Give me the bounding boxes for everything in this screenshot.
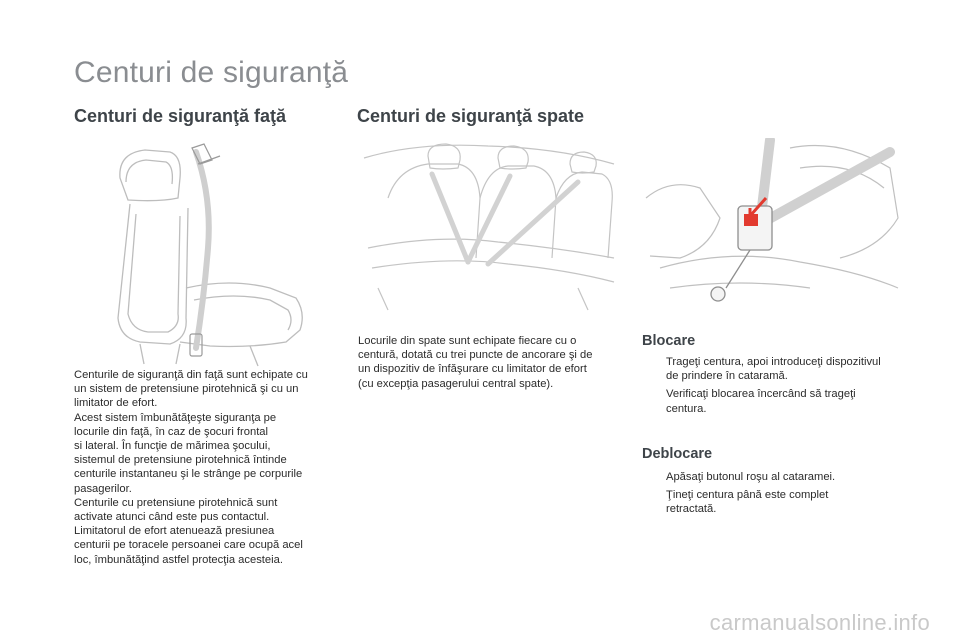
rear-seat-belts-illustration bbox=[358, 138, 620, 312]
list-item: Ţineţi centura până este complet retractată. bbox=[666, 489, 829, 516]
locking-heading: Blocare bbox=[642, 333, 696, 349]
locking-steps bbox=[642, 355, 922, 420]
watermark: carmanualsonline.info bbox=[709, 610, 930, 635]
list-item: Trageţi centura, apoi introduceţi dispozitivul de prindere în cataramă. bbox=[666, 356, 881, 383]
page-title: Centuri de siguranţă bbox=[74, 56, 349, 89]
front-belts-heading: Centuri de siguranţă faţă bbox=[74, 106, 287, 126]
list-item: Apăsaţi butonul roşu al cataramei. bbox=[666, 471, 836, 483]
unlocking-heading: Deblocare bbox=[642, 446, 713, 462]
front-belts-description: Centurile de siguranţă din faţă sunt echipate cu un sistem de pretensiune pirotehnică şi cu un limitator de efort. Acest sistem îmbunătăţeşte siguranţa pe locurile din faţă, în caz de şocuri frontal si lateral. În funcţie de mărimea şocului, sistemul de pretensiune pirotehnică întinde centurile instantaneu şi le strânge pe corpurile pasagerilor. Centurile cu pretensiune pirotehnică sunt activate atunci când este pus contactul. Limitatorul de efort atenuează presiunea centurii pe toracele persoanei care ocupă acel loc, îmbunătăţind astfel protecţia acesteia. bbox=[74, 369, 308, 566]
front-seat-belt-illustration bbox=[100, 138, 322, 370]
buckle-lock-illustration bbox=[640, 138, 902, 312]
rear-belts-heading: Centuri de siguranţă spate bbox=[357, 106, 585, 126]
unlocking-steps bbox=[642, 470, 922, 521]
rear-belts-description: Locurile din spate sunt echipate fiecare cu o centură, dotată cu trei puncte de ancorare şi de un dispozitiv de înfăşurare cu limitator de efort (cu excepţia pasagerului central spate). bbox=[358, 335, 593, 390]
list-item: Verificaţi blocarea încercând să trageţi centura. bbox=[666, 388, 856, 415]
